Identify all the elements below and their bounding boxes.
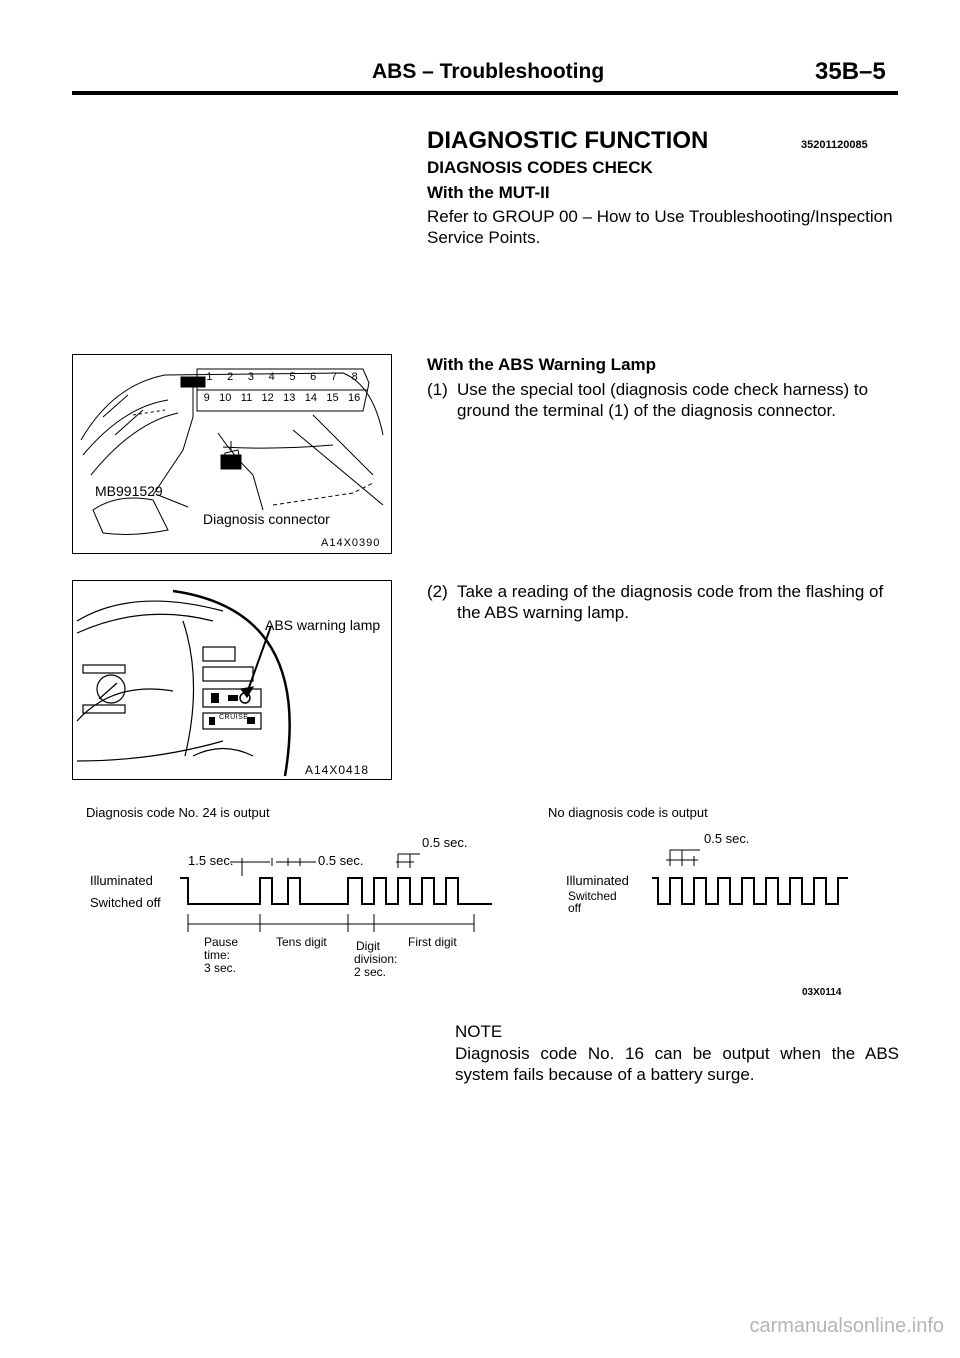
right-illuminated-label: Illuminated [566, 873, 629, 888]
switched-off-label: Switched off [90, 895, 161, 910]
section-title: DIAGNOSTIC FUNCTION [427, 127, 709, 154]
tens-digit-label: Tens digit [276, 935, 327, 949]
first-digit-label: First digit [408, 935, 457, 949]
division-2-sec: 2 sec. [354, 965, 387, 979]
pin-label: 8 [351, 371, 358, 383]
timing-diagram [80, 806, 860, 1006]
connector-label: Diagnosis connector [203, 511, 330, 527]
lamp-heading: With the ABS Warning Lamp [427, 355, 657, 374]
figure-code: A14X0418 [305, 763, 370, 777]
illuminated-label: Illuminated [90, 873, 153, 888]
step-1-text: Use the special tool (diagnosis code check harness) to ground the terminal (1) of the diagnosis connector. [457, 380, 869, 420]
cruise-indicator: CRUISE [219, 714, 249, 721]
mut-heading: With the MUT-II [427, 183, 550, 202]
division-label: division: [354, 952, 398, 966]
pin-label: 1 [206, 371, 213, 383]
pin-label: 9 [203, 392, 210, 404]
right-0-5-sec-label: 0.5 sec. [704, 831, 750, 846]
pin-label: 14 [304, 392, 318, 404]
pin-label: 11 [240, 392, 253, 404]
pin-label: 7 [330, 371, 337, 383]
pin-label: 15 [326, 392, 339, 404]
no-code-waveform [652, 878, 848, 904]
pin-label: 3 [247, 371, 254, 383]
page-header-title: ABS – Troubleshooting [372, 60, 605, 83]
figure-abs-warning-lamp [72, 580, 392, 780]
pin-label: 16 [347, 392, 361, 404]
left-1-5-sec-label: 1.5 sec. [188, 853, 234, 868]
left-0-5-sec-label-2: 0.5 sec. [318, 853, 364, 868]
tool-label: MB991529 [95, 483, 163, 499]
left-0-5-sec-label: 0.5 sec. [422, 835, 468, 850]
connector-pins-bottom [199, 392, 365, 410]
step-1 [427, 379, 899, 421]
instrument-cluster-illustration [73, 581, 391, 779]
step-2 [427, 581, 899, 623]
pin-label: 6 [310, 371, 317, 383]
section-subtitle: DIAGNOSIS CODES CHECK [427, 158, 653, 177]
note-heading: NOTE [455, 1022, 503, 1041]
digit-label: Digit [356, 939, 381, 953]
right-switched-label: Switched [568, 889, 617, 903]
pin-label: 10 [219, 392, 232, 404]
right-off-label: off [568, 901, 582, 915]
header-rule [72, 91, 898, 95]
code-24-waveform [180, 878, 492, 904]
code-24-title: Diagnosis code No. 24 is output [86, 805, 270, 820]
pin-label: 13 [283, 392, 296, 404]
pin-label: 5 [289, 371, 296, 383]
pin-label: 4 [268, 371, 275, 383]
no-code-title: No diagnosis code is output [548, 805, 708, 820]
page-number: 35B–5 [815, 58, 886, 85]
figure-code: A14X0390 [321, 537, 381, 549]
step-1-number: (1) [427, 380, 448, 399]
connector-pins-top [199, 371, 365, 389]
time-label: time: [204, 948, 231, 962]
step-2-text: Take a reading of the diagnosis code from the flashing of the ABS warning lamp. [457, 582, 884, 622]
figure-diagnosis-connector [72, 354, 392, 554]
pause-3-sec: 3 sec. [204, 961, 237, 975]
step-2-number: (2) [427, 582, 448, 601]
pin-label: 12 [261, 392, 274, 404]
pause-label: Pause [204, 935, 239, 949]
note-text: Diagnosis code No. 16 can be output when the ABS system fails because of a battery surge. [455, 1044, 899, 1084]
lamp-label: ABS warning lamp [265, 617, 381, 633]
section-code: 35201120085 [801, 139, 868, 151]
pin-label: 2 [227, 371, 234, 383]
diagram-code: 03X0114 [802, 987, 842, 998]
watermark: carmanualsonline.info [749, 1315, 944, 1337]
mut-paragraph: Refer to GROUP 00 – How to Use Troubleshooting/Inspection Service Points. [427, 207, 893, 247]
